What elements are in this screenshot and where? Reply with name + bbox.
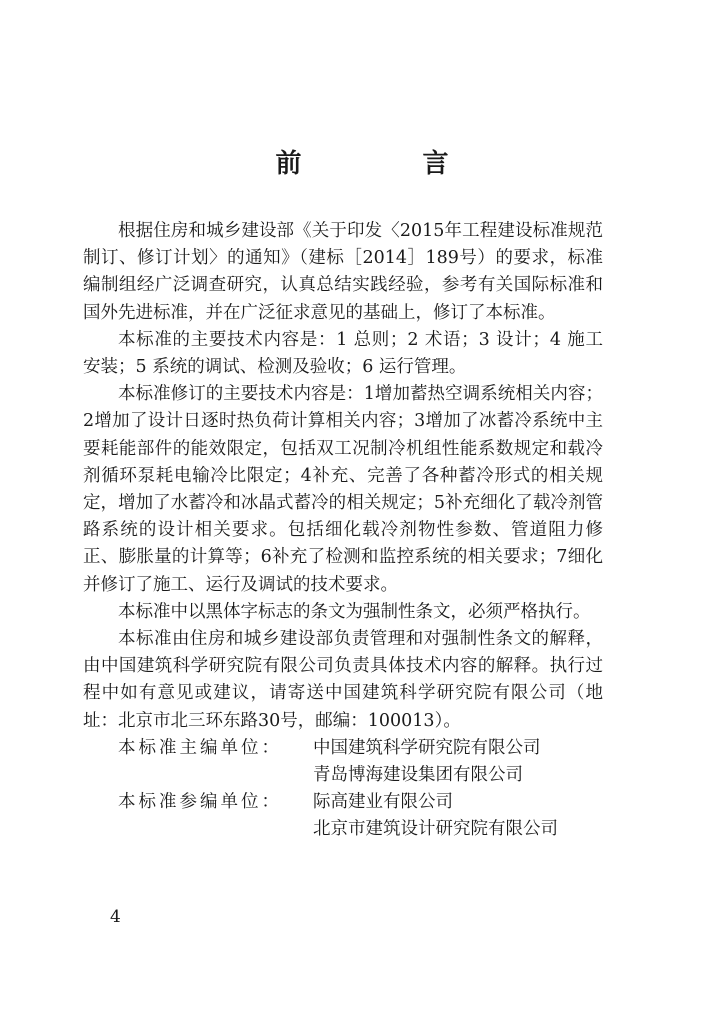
participating-editor-org-2: 北京市建筑设计研究院有限公司 [313,819,558,840]
participating-editor-org-1: 际高建业有限公司 [313,792,453,813]
page-title: 前 言 [275,149,505,179]
chief-editor-org-2: 青岛博海建设集团有限公司 [313,765,523,786]
participating-editor-row [83,789,603,816]
paragraph-revision-content: 本标准修订的主要技术内容是：1增加蓄热空调系统相关内容；2增加了设计日逐时热负荷计算相关内容；3增加了冰蓄冷系统中主要耗能部件的能效限定，包括双工况制冷机组性能系数规定和载冷剂循环泵耗电输冷比限定；4补充、完善了各种蓄冷形式的相关规定，增加了水蓄冷和冰晶式蓄冷的相关规定；5补充细化了载冷剂管路系统的设计相关要求。包括细化载冷剂物性参数、管道阻力修正、膨胀量的计算等；6补充了检测和监控系统的相关要求；7细化并修订了施工、运行及调试的技术要求。 [83,384,603,595]
participating-editor-label: 本标准参编单位： [118,792,282,813]
preface-body [83,218,603,844]
paragraph-management: 本标准由住房和城乡建设部负责管理和对强制性条文的解释，由中国建筑科学研究院有限公司负责具体技术内容的解释。执行过程中如有意见或建议，请寄送中国建筑科学研究院有限公司（地址：北京市北三环东路30号，邮编：100013）。 [83,629,603,731]
paragraph-background: 根据住房和城乡建设部《关于印发〈2015年工程建设标准规范制订、修订计划〉的通知》（建标［2014］189号）的要求，标准编制组经广泛调查研究，认真总结实践经验，参考有关国际标准和国外先进标准，并在广泛征求意见的基础上，修订了本标准。 [83,221,603,323]
page-number: 4 [110,907,121,927]
paragraph-mandatory-clauses: 本标准中以黑体字标志的条文为强制性条文，必须严格执行。 [118,601,591,622]
paragraph-main-content: 本标准的主要技术内容是：1 总则；2 术语；3 设计；4 施工安装；5 系统的调试、检测及验收；6 运行管理。 [83,329,603,378]
chief-editor-row [83,735,603,762]
chief-editor-org-1: 中国建筑科学研究院有限公司 [313,737,541,758]
chief-editor-label: 本标准主编单位： [118,737,282,758]
